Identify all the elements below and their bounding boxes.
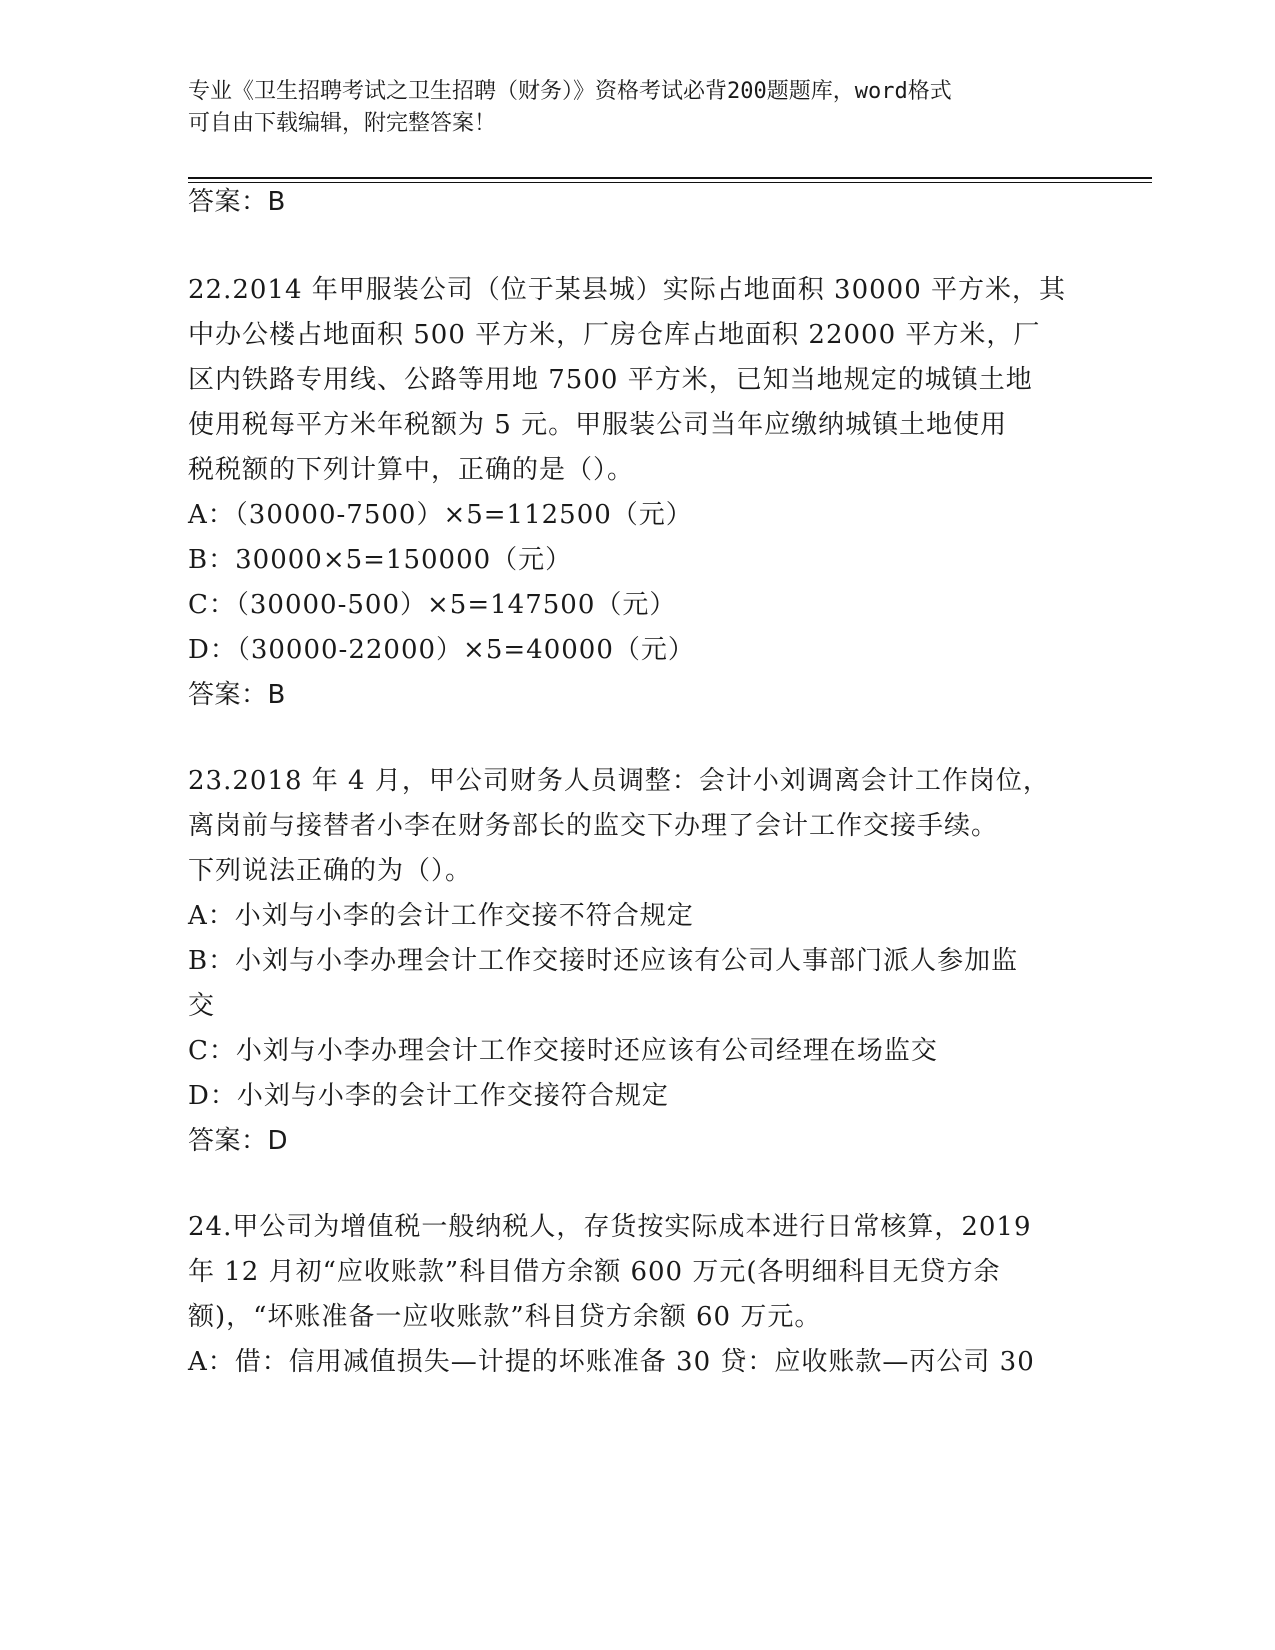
q23-line-3: 下列说法正确的为（）。 (188, 856, 473, 886)
q23-answer: 答案：D (188, 1126, 289, 1156)
header-line-2: 可自由下载编辑，附完整答案！ (188, 111, 497, 136)
q24-option-a: A：借：信用减值损失—计提的坏账准备 30 贷：应收账款—丙公司 30 (188, 1347, 1035, 1377)
q23-line-2: 离岗前与接替者小李在财务部长的监交下办理了会计工作交接手续。 (188, 811, 999, 841)
q22-option-a: A：（30000-7500）×5=112500（元） (188, 500, 693, 530)
q22-option-c: C：（30000-500）×5=147500（元） (188, 590, 677, 620)
q22-option-d: D：（30000-22000）×5=40000（元） (188, 635, 695, 665)
q22-line-1: 22.2014 年甲服装公司（位于某县城）实际占地面积 30000 平方米，其 (188, 275, 1067, 305)
q23-option-b-cont: 交 (188, 991, 216, 1021)
q24-line-1: 24.甲公司为增值税一般纳税人，存货按实际成本进行日常核算，2019 (188, 1212, 1032, 1242)
q24-line-3: 额)，“坏账准备一应收账款”科目贷方余额 60 万元。 (188, 1302, 822, 1332)
document-header (188, 76, 1088, 140)
header-divider-thick (188, 177, 1152, 179)
header-divider-thin (188, 182, 1152, 183)
q23-option-d: D：小刘与小李的会计工作交接符合规定 (188, 1081, 669, 1111)
q22-option-b: B：30000×5=150000（元） (188, 545, 573, 575)
q23-option-c: C：小刘与小李办理会计工作交接时还应该有公司经理在场监交 (188, 1036, 938, 1066)
q24-line-2: 年 12 月初“应收账款”科目借方余额 600 万元(各明细科目无贷方余 (188, 1257, 1001, 1287)
q22-line-2: 中办公楼占地面积 500 平方米，厂房仓库占地面积 22000 平方米，厂 (188, 320, 1041, 350)
q22-line-5: 税税额的下列计算中，正确的是（）。 (188, 455, 635, 485)
q22-line-3: 区内铁路专用线、公路等用地 7500 平方米，已知当地规定的城镇土地 (188, 365, 1033, 395)
q23-line-1: 23.2018 年 4 月，甲公司财务人员调整：会计小刘调离会计工作岗位， (188, 766, 1050, 796)
q22-answer: 答案：B (188, 680, 286, 710)
answer-prev: 答案：B (188, 187, 286, 217)
q23-option-a: A：小刘与小李的会计工作交接不符合规定 (188, 901, 694, 931)
q22-line-4: 使用税每平方米年税额为 5 元。甲服装公司当年应缴纳城镇土地使用 (188, 410, 1008, 440)
header-line-1: 专业《卫生招聘考试之卫生招聘（财务）》资格考试必背200题题库，word格式 (188, 79, 952, 104)
q23-option-b: B：小刘与小李办理会计工作交接时还应该有公司人事部门派人参加监 (188, 946, 1019, 976)
